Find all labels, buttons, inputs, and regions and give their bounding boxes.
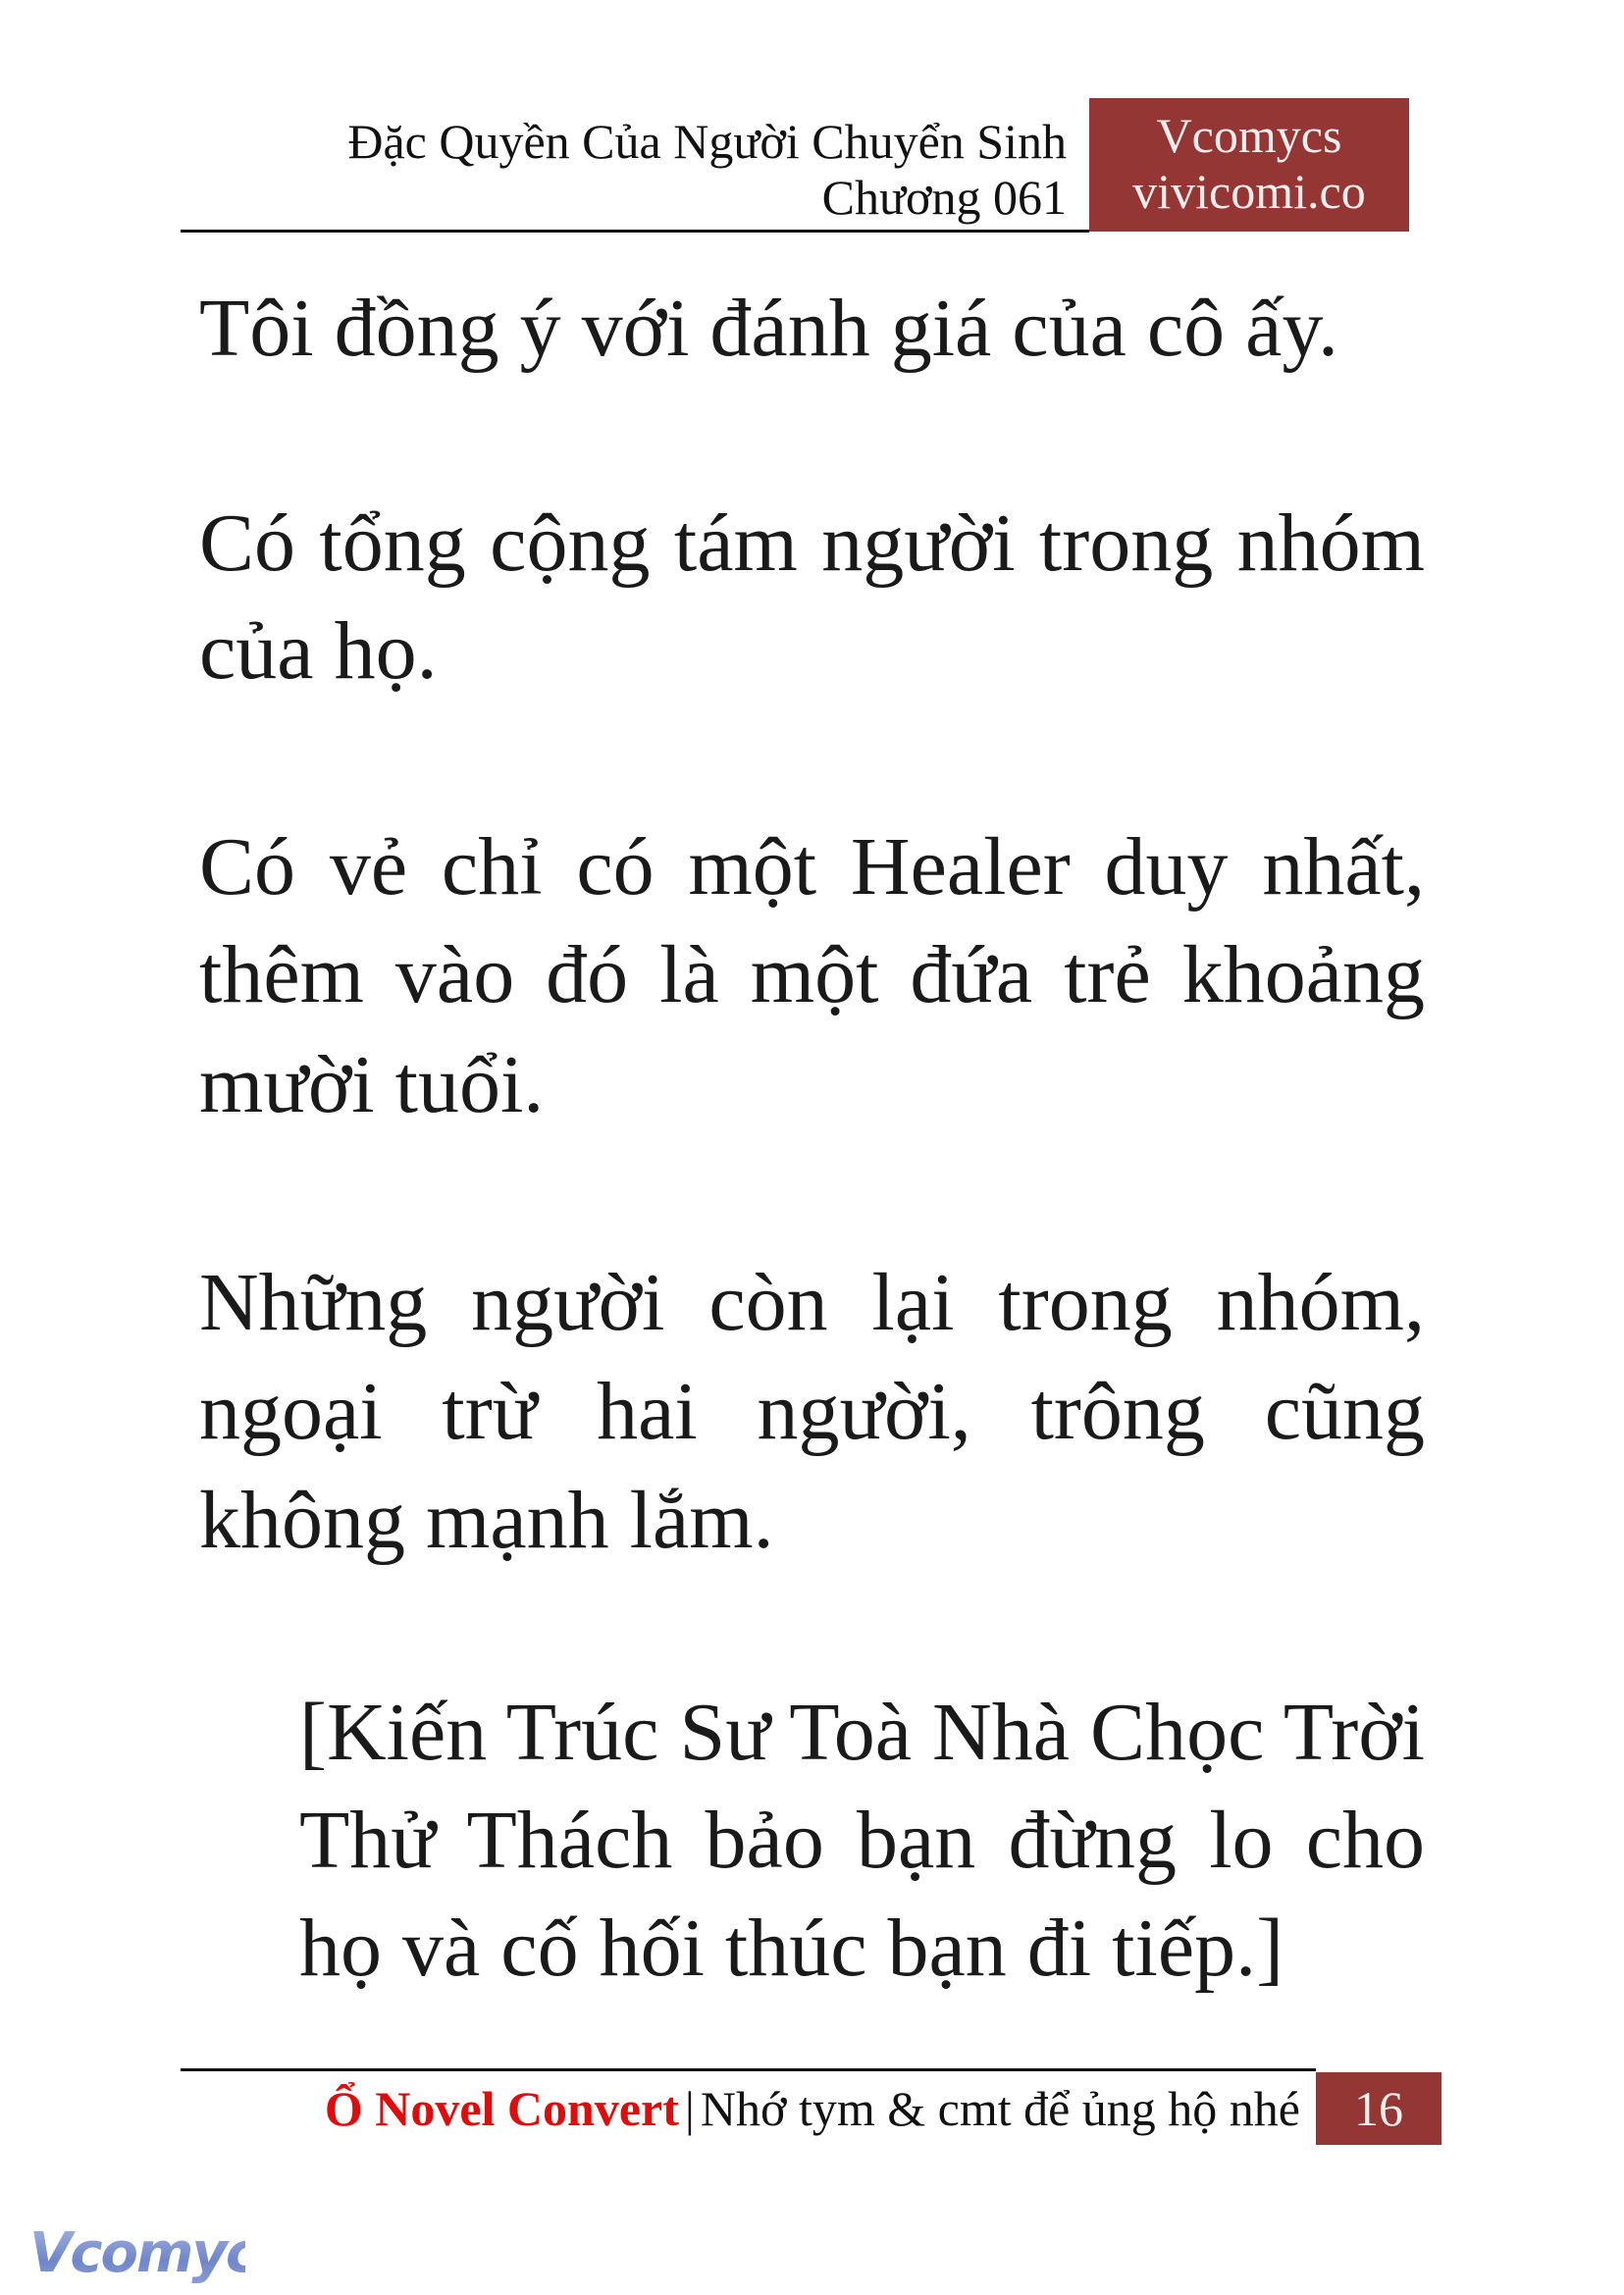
text-line: ngoại trừ hai người, trông cũng xyxy=(199,1366,1425,1457)
header-divider xyxy=(181,230,1089,233)
watermark-logo-text: Vcomycs xyxy=(29,2219,245,2288)
footer-divider xyxy=(181,2068,1316,2071)
text-line: không mạnh lắm. xyxy=(199,1475,774,1566)
text-line: [Kiến Trúc Sư Toà Nhà Chọc Trời xyxy=(299,1687,1425,1778)
text-line: Có vẻ chỉ có một Healer duy nhất, xyxy=(199,821,1425,913)
footer-separator: | xyxy=(684,2081,695,2136)
text-line: của họ. xyxy=(199,605,438,697)
chapter-title: Chương 061 xyxy=(821,170,1067,225)
book-title: Đặc Quyền Của Người Chuyển Sinh xyxy=(347,114,1067,169)
text-line: Tôi đồng ý với đánh giá của cô ấy. xyxy=(199,283,1338,374)
vcomycs-logo-icon xyxy=(29,2219,288,2288)
text-line: Thử Thách bảo bạn đừng lo cho xyxy=(299,1795,1425,1886)
text-line: thêm vào đó là một đứa trẻ khoảng xyxy=(199,929,1425,1020)
footer-message: Nhớ tym & cmt để ủng hộ nhé xyxy=(700,2081,1300,2136)
footer-brand: Ổ Novel Convert xyxy=(324,2081,679,2136)
text-line: Có tổng cộng tám người trong nhóm xyxy=(199,497,1425,589)
brand-badge xyxy=(1089,98,1409,232)
page-number: 16 xyxy=(1316,2072,1441,2145)
footer-text xyxy=(324,2081,1300,2136)
text-line: mười tuổi. xyxy=(199,1039,545,1130)
brand-name: Vcomycs xyxy=(1156,108,1342,163)
text-line: Những người còn lại trong nhóm, xyxy=(199,1257,1425,1348)
brand-site: vivicomi.co xyxy=(1132,164,1366,219)
text-line: họ và cố hối thúc bạn đi tiếp.] xyxy=(299,1903,1284,1994)
